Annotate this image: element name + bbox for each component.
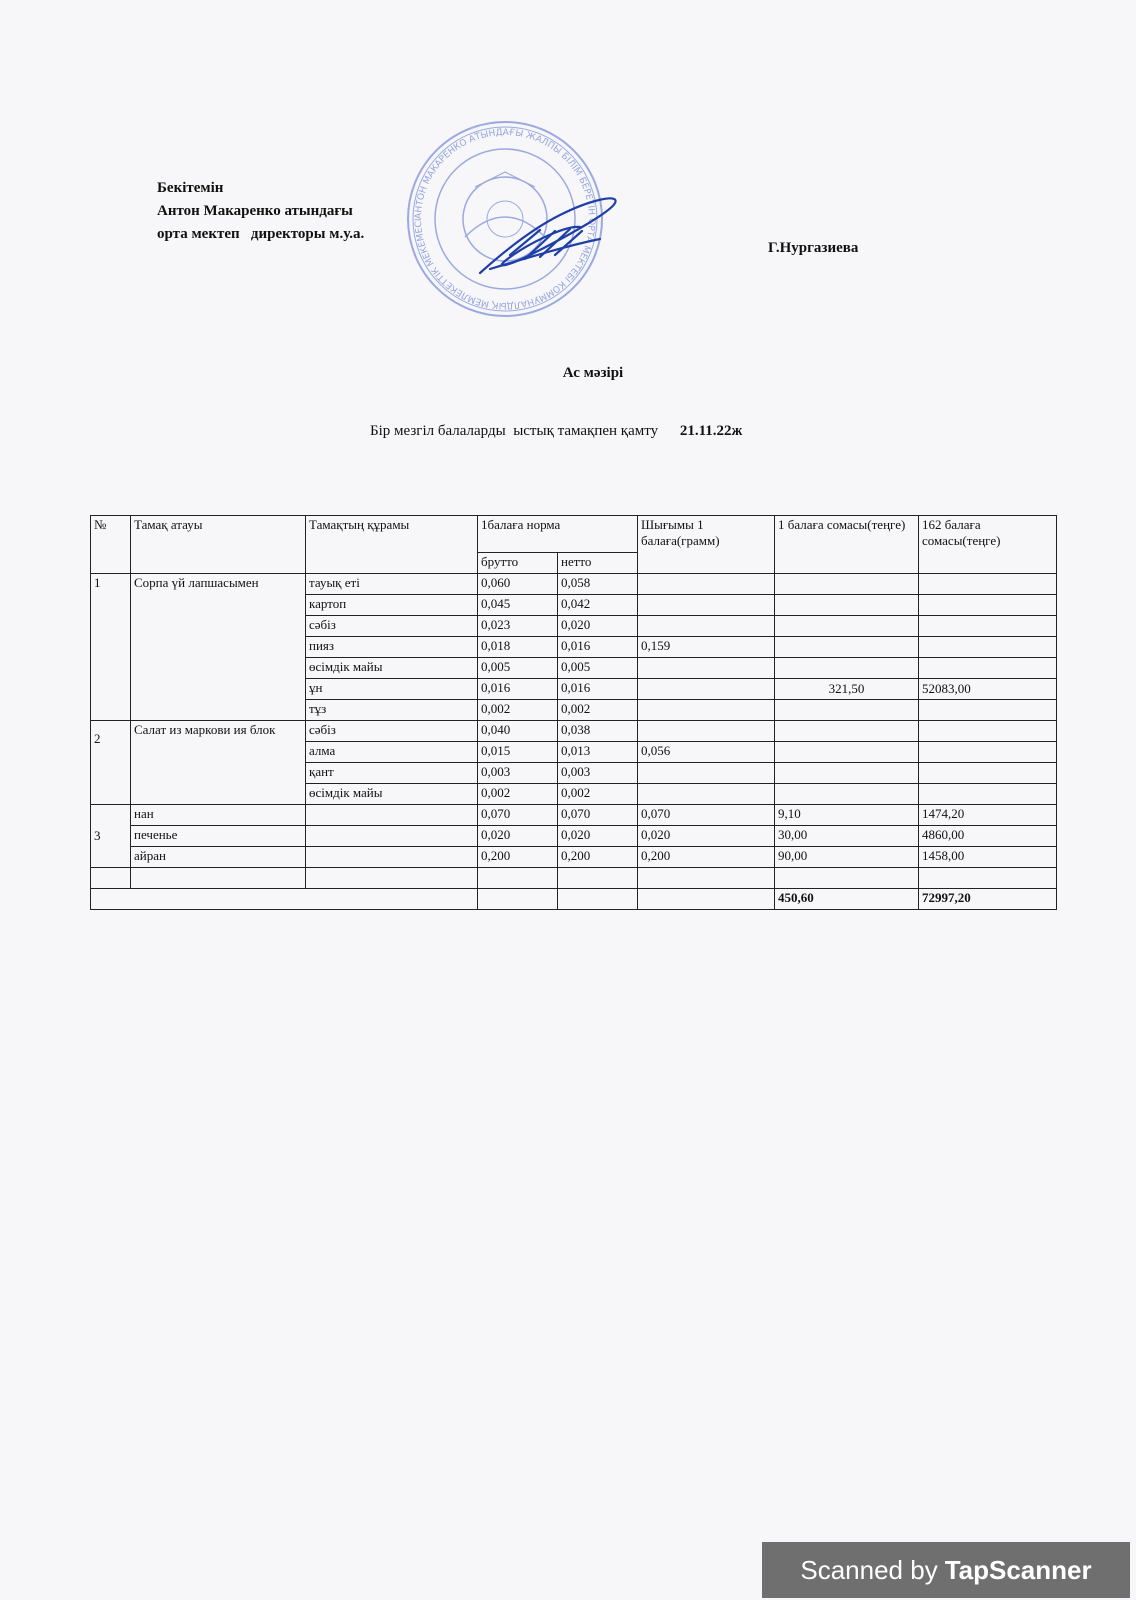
cell-sum-162 bbox=[919, 763, 1057, 784]
cell-ingredient: алма bbox=[306, 742, 478, 763]
cell-no bbox=[91, 868, 131, 889]
cell-ingredient: пияз bbox=[306, 637, 478, 658]
table-row bbox=[91, 805, 1057, 826]
cell-sum-one: 30,00 bbox=[775, 826, 919, 847]
cell-sum-one bbox=[775, 637, 919, 658]
total-sum-162: 72997,20 bbox=[919, 889, 1057, 910]
table-row bbox=[91, 721, 1057, 742]
cell-output bbox=[638, 658, 775, 679]
cell-output bbox=[638, 700, 775, 721]
cell-ingredient bbox=[306, 847, 478, 868]
cell-ingredient bbox=[306, 868, 478, 889]
cell-brutto: 0,060 bbox=[478, 574, 558, 595]
cell-brutto: 0,045 bbox=[478, 595, 558, 616]
cell-no: 3 bbox=[91, 805, 131, 868]
cell-brutto: 0,005 bbox=[478, 658, 558, 679]
table-row bbox=[91, 868, 1057, 889]
cell-ingredient: ұн bbox=[306, 679, 478, 700]
cell-ingredient: тауық еті bbox=[306, 574, 478, 595]
cell-sum-162: 52083,00 bbox=[919, 679, 1057, 700]
subtitle-date: 21.11.22ж bbox=[679, 423, 743, 439]
cell-netto: 0,003 bbox=[558, 763, 638, 784]
subtitle bbox=[370, 423, 742, 440]
cell-netto: 0,038 bbox=[558, 721, 638, 742]
cell-brutto: 0,016 bbox=[478, 679, 558, 700]
cell-output: 0,020 bbox=[638, 826, 775, 847]
menu-table bbox=[90, 515, 1057, 910]
cell-sum-one bbox=[775, 700, 919, 721]
cell-ingredient bbox=[306, 826, 478, 847]
cell-sum-162 bbox=[919, 742, 1057, 763]
cell-sum-162 bbox=[919, 721, 1057, 742]
cell-netto: 0,016 bbox=[558, 637, 638, 658]
cell-output: 0,070 bbox=[638, 805, 775, 826]
cell-dish: Салат из маркови ия блок bbox=[131, 721, 306, 805]
cell-netto: 0,013 bbox=[558, 742, 638, 763]
cell-netto: 0,020 bbox=[558, 616, 638, 637]
cell-sum-162 bbox=[919, 616, 1057, 637]
totals-empty-cell bbox=[478, 889, 558, 910]
cell-sum-one: 9,10 bbox=[775, 805, 919, 826]
cell-ingredient: сәбіз bbox=[306, 721, 478, 742]
header-norm: 1балаға норма bbox=[478, 516, 638, 553]
cell-brutto: 0,002 bbox=[478, 700, 558, 721]
header-no: № bbox=[91, 516, 131, 574]
header-composition: Тамақтың құрамы bbox=[306, 516, 478, 574]
cell-output bbox=[638, 763, 775, 784]
cell-netto: 0,005 bbox=[558, 658, 638, 679]
cell-sum-one: 321,50 bbox=[775, 679, 919, 700]
cell-sum-one bbox=[775, 763, 919, 784]
cell-netto: 0,200 bbox=[558, 847, 638, 868]
header-netto: нетто bbox=[558, 553, 638, 574]
scanner-watermark bbox=[762, 1542, 1130, 1598]
header-brutto: брутто bbox=[478, 553, 558, 574]
cell-netto bbox=[558, 868, 638, 889]
header-dish: Тамақ атауы bbox=[131, 516, 306, 574]
cell-brutto: 0,003 bbox=[478, 763, 558, 784]
table-row bbox=[91, 847, 1057, 868]
total-sum-one: 450,60 bbox=[775, 889, 919, 910]
signature bbox=[470, 185, 640, 285]
cell-sum-one bbox=[775, 868, 919, 889]
table-row bbox=[91, 574, 1057, 595]
approval-line-3: орта мектеп директоры м.у.а. bbox=[157, 226, 365, 242]
cell-ingredient: тұз bbox=[306, 700, 478, 721]
header-output: Шығымы 1 балаға(грамм) bbox=[638, 516, 775, 574]
cell-sum-162: 4860,00 bbox=[919, 826, 1057, 847]
cell-brutto: 0,002 bbox=[478, 784, 558, 805]
cell-output: 0,056 bbox=[638, 742, 775, 763]
cell-sum-162 bbox=[919, 784, 1057, 805]
cell-dish: нан bbox=[131, 805, 306, 826]
cell-sum-one bbox=[775, 616, 919, 637]
cell-sum-one bbox=[775, 658, 919, 679]
subtitle-text: Бір мезгіл балаларды ыстық тамақпен қамту bbox=[370, 423, 659, 439]
totals-empty-cell bbox=[558, 889, 638, 910]
cell-brutto: 0,020 bbox=[478, 826, 558, 847]
cell-output bbox=[638, 721, 775, 742]
cell-sum-162: 1458,00 bbox=[919, 847, 1057, 868]
cell-ingredient: сәбіз bbox=[306, 616, 478, 637]
cell-output: 0,159 bbox=[638, 637, 775, 658]
cell-ingredient: картоп bbox=[306, 595, 478, 616]
cell-output: 0,200 bbox=[638, 847, 775, 868]
cell-output bbox=[638, 616, 775, 637]
cell-netto: 0,002 bbox=[558, 700, 638, 721]
approval-line-2: Антон Макаренко атындағы bbox=[157, 203, 353, 219]
cell-sum-one: 90,00 bbox=[775, 847, 919, 868]
watermark-prefix: Scanned by bbox=[800, 1554, 938, 1585]
cell-brutto: 0,040 bbox=[478, 721, 558, 742]
cell-sum-one bbox=[775, 742, 919, 763]
cell-netto: 0,020 bbox=[558, 826, 638, 847]
seal-text: АНТОН МАКАРЕНКО АТЫНДАҒЫ ЖАЛПЫ БІЛІМ БЕРЕТІН ОРТА МЕКТЕБІ КОММУНАЛДЫҚ МЕМЛЕКЕТТІК МЕКЕМЕСІ bbox=[413, 127, 597, 311]
cell-dish: печенье bbox=[131, 826, 306, 847]
cell-dish: айран bbox=[131, 847, 306, 868]
cell-output bbox=[638, 595, 775, 616]
cell-ingredient: қант bbox=[306, 763, 478, 784]
totals-empty-cell bbox=[638, 889, 775, 910]
cell-dish bbox=[131, 868, 306, 889]
cell-sum-one bbox=[775, 574, 919, 595]
cell-sum-one bbox=[775, 721, 919, 742]
totals-label-cell bbox=[91, 889, 478, 910]
header-sum-one: 1 балаға сомасы(теңге) bbox=[775, 516, 919, 574]
cell-ingredient: өсімдік майы bbox=[306, 784, 478, 805]
cell-sum-162 bbox=[919, 574, 1057, 595]
totals-row bbox=[91, 889, 1057, 910]
cell-ingredient: өсімдік майы bbox=[306, 658, 478, 679]
cell-brutto bbox=[478, 868, 558, 889]
cell-sum-162 bbox=[919, 868, 1057, 889]
cell-netto: 0,058 bbox=[558, 574, 638, 595]
cell-sum-162 bbox=[919, 595, 1057, 616]
cell-output bbox=[638, 784, 775, 805]
cell-netto: 0,042 bbox=[558, 595, 638, 616]
cell-netto: 0,070 bbox=[558, 805, 638, 826]
cell-no: 1 bbox=[91, 574, 131, 721]
cell-output bbox=[638, 574, 775, 595]
cell-sum-162: 1474,20 bbox=[919, 805, 1057, 826]
director-name: Г.Нургазиева bbox=[768, 240, 859, 256]
cell-brutto: 0,018 bbox=[478, 637, 558, 658]
cell-sum-162 bbox=[919, 658, 1057, 679]
cell-brutto: 0,070 bbox=[478, 805, 558, 826]
cell-sum-162 bbox=[919, 700, 1057, 721]
cell-output bbox=[638, 679, 775, 700]
cell-netto: 0,016 bbox=[558, 679, 638, 700]
cell-sum-one bbox=[775, 595, 919, 616]
cell-sum-162 bbox=[919, 637, 1057, 658]
approval-block bbox=[157, 177, 364, 246]
table-row bbox=[91, 826, 1057, 847]
approval-line-1: Бекітемін bbox=[157, 180, 224, 196]
watermark-brand: TapScanner bbox=[944, 1554, 1092, 1585]
cell-no: 2 bbox=[91, 721, 131, 805]
cell-output bbox=[638, 868, 775, 889]
header-sum-162: 162 балаға сомасы(теңге) bbox=[919, 516, 1057, 574]
page-title: Ас мәзірі bbox=[562, 365, 624, 381]
cell-netto: 0,002 bbox=[558, 784, 638, 805]
cell-sum-one bbox=[775, 784, 919, 805]
cell-brutto: 0,015 bbox=[478, 742, 558, 763]
cell-brutto: 0,200 bbox=[478, 847, 558, 868]
cell-ingredient bbox=[306, 805, 478, 826]
cell-dish: Сорпа үй лапшасымен bbox=[131, 574, 306, 721]
cell-brutto: 0,023 bbox=[478, 616, 558, 637]
